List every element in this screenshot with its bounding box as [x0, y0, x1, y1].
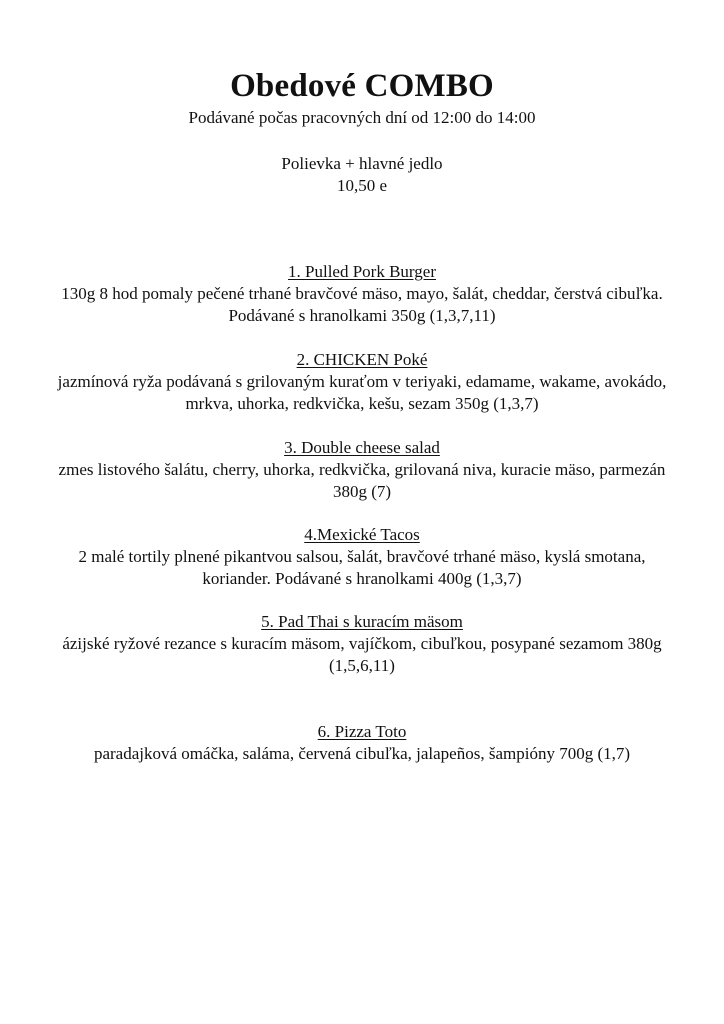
menu-item-title: 5. Pad Thai s kuracím mäsom: [261, 612, 463, 631]
menu-item-description: zmes listového šalátu, cherry, uhorka, redkvička, grilovaná niva, kuracie mäso, parmezán 380g (7): [58, 460, 666, 501]
menu-item: [40, 721, 684, 765]
menu-item-description: paradajková omáčka, saláma, červená cibuľka, jalapeños, šampióny 700g (1,7): [93, 744, 631, 763]
combo-price: 10,50 e: [336, 176, 388, 195]
menu-item-title: 4.Mexické Tacos: [304, 525, 420, 544]
menu-item-description: 2 malé tortily plnené pikantvou salsou, šalát, bravčové trhané mäso, kyslá smotana, koriander. Podávané s hranolkami 400g (1,3,7): [78, 547, 646, 588]
menu-item-title: 1. Pulled Pork Burger: [288, 262, 436, 281]
menu-item: [40, 349, 684, 415]
menu-item: [40, 524, 684, 590]
menu-item-title: 2. CHICKEN Poké: [296, 350, 428, 369]
menu-item-description: 130g 8 hod pomaly pečené trhané bravčové mäso, mayo, šalát, cheddar, čerstvá cibuľka. Podávané s hranolkami 350g (1,3,7,11): [61, 284, 663, 325]
menu-item-title: 3. Double cheese salad: [284, 438, 440, 457]
menu-item: [40, 261, 684, 327]
menu-item-title: 6. Pizza Toto: [317, 722, 407, 741]
menu-item: [40, 437, 684, 503]
menu-item-description: jazmínová ryža podávaná s grilovaným kuraťom v teriyaki, edamame, wakame, avokádo, mrkva, uhorka, redkvička, kešu, sezam 350g (1,3,7): [57, 372, 667, 413]
page-title: Obedové COMBO: [230, 68, 494, 104]
menu-item-description: ázijské ryžové rezance s kuracím mäsom, vajíčkom, cibuľkou, posypané sezamom 380g (1,5,6,11): [62, 634, 662, 675]
serving-hours: Podávané počas pracovných dní od 12:00 do 14:00: [188, 108, 536, 127]
menu-item: [40, 611, 684, 677]
combo-description: Polievka + hlavné jedlo: [281, 154, 443, 173]
